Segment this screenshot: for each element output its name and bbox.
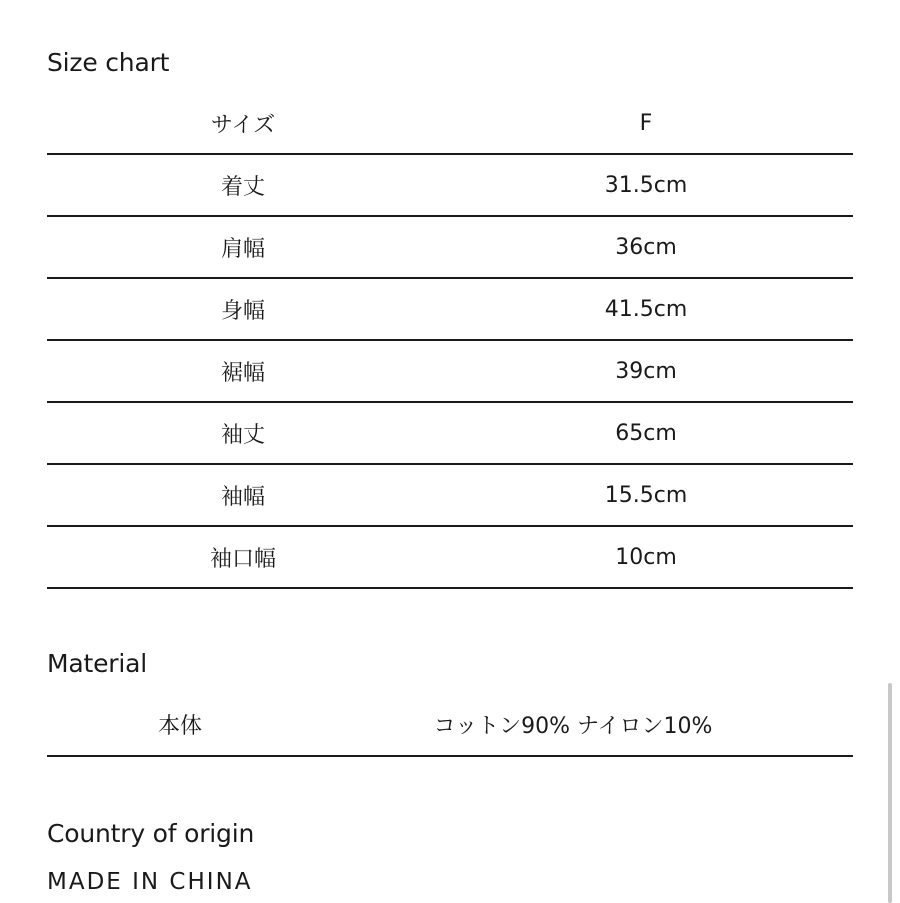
table-row: [47, 465, 853, 527]
material-value: コットン90% ナイロン10%: [433, 713, 713, 739]
table-row: [47, 527, 853, 589]
table-row: [47, 341, 853, 403]
table-row: [47, 217, 853, 279]
table-row: [47, 155, 853, 217]
row-value: 10cm: [615, 544, 677, 570]
header-label: サイズ: [210, 112, 276, 138]
row-value: 65cm: [615, 420, 677, 446]
size-chart-table: [47, 93, 853, 589]
row-value: 31.5cm: [604, 172, 688, 198]
row-value: 36cm: [615, 234, 677, 260]
scrollbar[interactable]: [888, 683, 892, 903]
table-row: [47, 403, 853, 465]
table-header-row: [47, 93, 853, 155]
row-label: 袖丈: [220, 422, 265, 448]
origin-title: Country of origin: [47, 819, 255, 848]
header-value: F: [639, 110, 653, 136]
row-label: 袖幅: [220, 484, 265, 510]
size-chart-title: Size chart: [47, 48, 170, 77]
row-value: 15.5cm: [604, 482, 688, 508]
row-label: 裾幅: [220, 360, 265, 386]
row-value: 39cm: [615, 358, 677, 384]
row-label: 袖口幅: [209, 546, 276, 572]
row-label: 着丈: [220, 174, 265, 200]
row-label: 肩幅: [220, 236, 265, 262]
table-row: [47, 279, 853, 341]
row-label: 身幅: [220, 298, 265, 324]
material-row: [47, 693, 853, 757]
row-value: 41.5cm: [604, 296, 688, 322]
origin-value: MADE IN CHINA: [47, 869, 253, 895]
material-title: Material: [47, 649, 147, 678]
material-label: 本体: [157, 713, 202, 739]
